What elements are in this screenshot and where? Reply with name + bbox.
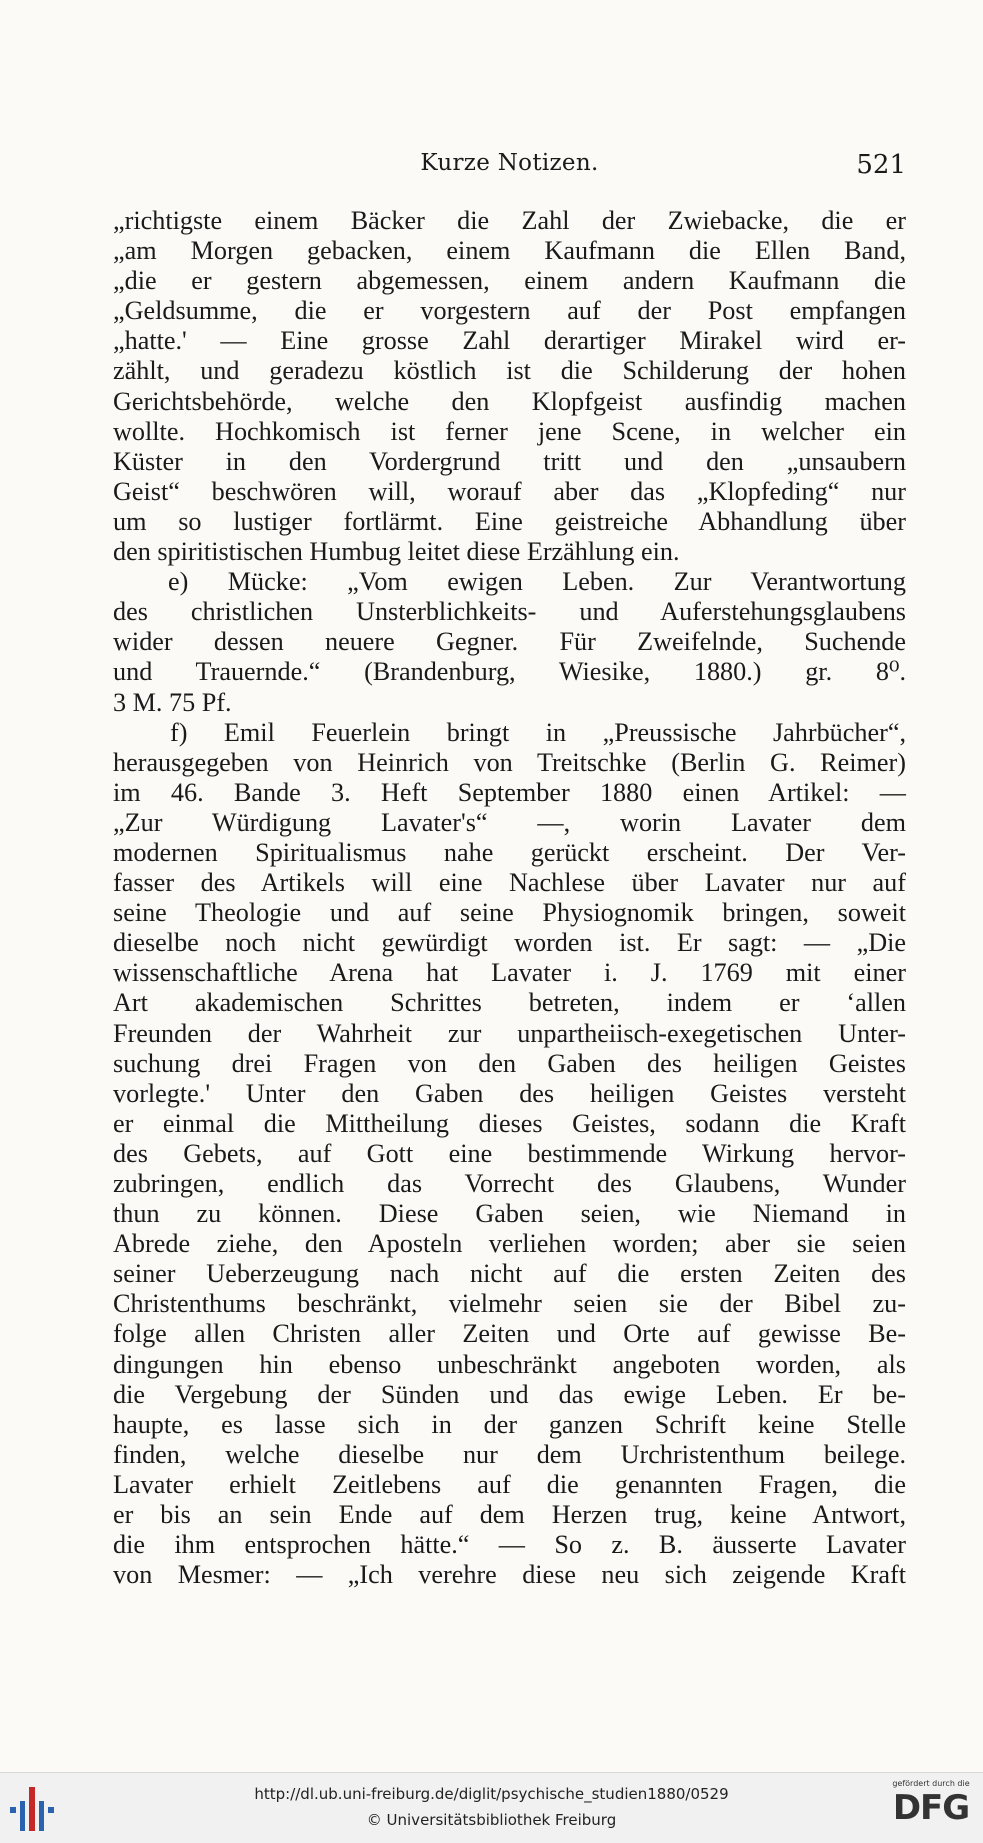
- text-line: Lavater erhielt Zeitlebens auf die genannten Fragen, die: [113, 1469, 906, 1499]
- text-line: „am Morgen gebacken, einem Kaufmann die Ellen Band,: [113, 236, 906, 266]
- text-line: „die er gestern abgemessen, einem andern Kaufmann die: [113, 266, 906, 296]
- dfg-logo: [887, 1779, 975, 1839]
- text-line: seiner Ueberzeugung nach nicht auf die ersten Zeiten des: [113, 1259, 906, 1289]
- text-line: Freunden der Wahrheit zur unpartheiisch-exegetischen Unter-: [113, 1018, 906, 1048]
- text-line: den spiritistischen Humbug leitet diese Erzählung ein.: [113, 537, 680, 567]
- text-line: „Geldsumme, die er vorgestern auf der Post empfangen: [113, 296, 906, 326]
- text-line: wollte. Hochkomisch ist ferner jene Scene, in welcher ein: [113, 416, 906, 446]
- text-line: die Vergebung der Sünden und das ewige Leben. Er be-: [113, 1379, 906, 1409]
- text-line: des christlichen Unsterblichkeits- und Auferstehungsglaubens: [113, 597, 906, 627]
- text-line: vorlegte.' Unter den Gaben des heiligen Geistes versteht: [113, 1078, 906, 1108]
- text-line: thun zu können. Diese Gaben seien, wie Niemand in: [113, 1199, 906, 1229]
- text-line: seine Theologie und auf seine Physiognomik bringen, soweit: [113, 898, 906, 928]
- text-line: um so lustiger fortlärmt. Eine geistreiche Abhandlung über: [113, 506, 906, 536]
- text-line: Geist“ beschwören will, worauf aber das „Klopfeding“ nur: [113, 476, 906, 506]
- text-line: er bis an sein Ende auf dem Herzen trug, keine Antwort,: [113, 1500, 906, 1530]
- running-title: Kurze Notizen.: [420, 150, 599, 176]
- text-line: des Gebets, auf Gott eine bestimmende Wirkung hervor-: [113, 1138, 906, 1168]
- text-line: modernen Spiritualismus nahe gerückt erscheint. Der Ver-: [113, 837, 906, 867]
- text-line: suchung drei Fragen von den Gaben des heiligen Geistes: [113, 1048, 906, 1078]
- text-line: zählt, und geradezu köstlich ist die Schilderung der hohen: [113, 356, 906, 386]
- text-line: von Mesmer: — „Ich verehre diese neu sich zeigende Kraft: [113, 1560, 906, 1590]
- text-line: Abrede ziehe, den Aposteln verliehen worden; aber sie seien: [113, 1229, 906, 1259]
- text-line: er einmal die Mittheilung dieses Geistes, sodann die Kraft: [113, 1108, 906, 1138]
- page-number: 521: [856, 150, 906, 180]
- text-line: dingungen hin ebenso unbeschränkt angeboten worden, als: [113, 1349, 906, 1379]
- viewer-footer: [0, 1772, 983, 1843]
- text-line: „Zur Würdigung Lavater's“ —, worin Lavater dem: [113, 807, 906, 837]
- text-line: im 46. Bande 3. Heft September 1880 einen Artikel: —: [113, 777, 906, 807]
- copyright-notice: © Universitätsbibliothek Freiburg: [366, 1811, 617, 1829]
- text-line: fasser des Artikels will eine Nachlese über Lavater nur auf: [113, 868, 906, 898]
- running-header: [113, 150, 906, 186]
- dfg-funding-note: gefördert durch die: [892, 1779, 970, 1788]
- text-line: wider dessen neuere Gegner. Für Zweifelnde, Suchende: [113, 627, 906, 657]
- permalink-link[interactable]: http://dl.ub.uni-freiburg.de/diglit/psychische_studien1880/0529: [254, 1785, 729, 1803]
- text-line: 3 M. 75 Pf.: [113, 687, 232, 717]
- text-line: dieselbe noch nicht gewürdigt worden ist. Er sagt: — „Die: [113, 928, 906, 958]
- section-f-start: f) Emil Feuerlein bringt in „Preussische Jahrbücher“,: [170, 717, 906, 747]
- text-line: haupte, es lasse sich in der ganzen Schrift keine Stelle: [113, 1409, 906, 1439]
- text-line: und Trauernde.“ (Brandenburg, Wiesike, 1880.) gr. 8⁰.: [113, 657, 906, 687]
- text-line: wissenschaftliche Arena hat Lavater i. J. 1769 mit einer: [113, 958, 906, 988]
- text-line: Art akademischen Schrittes betreten, indem er ‘allen: [113, 988, 906, 1018]
- text-line: „hatte.' –– Eine grosse Zahl derartiger Mirakel wird er-: [113, 326, 906, 356]
- text-line: Christenthums beschränkt, vielmehr seien sie der Bibel zu-: [113, 1289, 906, 1319]
- text-line: herausgegeben von Heinrich von Treitschke (Berlin G. Reimer): [113, 747, 906, 777]
- text-line: die ihm entsprochen hätte.“ — So z. B. äusserte Lavater: [113, 1530, 906, 1560]
- text-line: Küster in den Vordergrund tritt und den „unsaubern: [113, 446, 906, 476]
- text-line: zubringen, endlich das Vorrecht des Glaubens, Wunder: [113, 1169, 906, 1198]
- text-line: folge allen Christen aller Zeiten und Orte auf gewisse Be-: [113, 1319, 906, 1349]
- body-text: [113, 206, 906, 1590]
- text-line: Gerichtsbehörde, welche den Klopfgeist ausfindig machen: [113, 386, 906, 416]
- text-line: „richtigste einem Bäcker die Zahl der Zwiebacke, die er: [113, 206, 906, 235]
- dfg-logo-text: DFG: [892, 1788, 970, 1828]
- section-e-start: e) Mücke: „Vom ewigen Leben. Zur Verantwortung: [168, 567, 906, 597]
- text-line: finden, welche dieselbe nur dem Urchristenthum beilege.: [113, 1439, 906, 1469]
